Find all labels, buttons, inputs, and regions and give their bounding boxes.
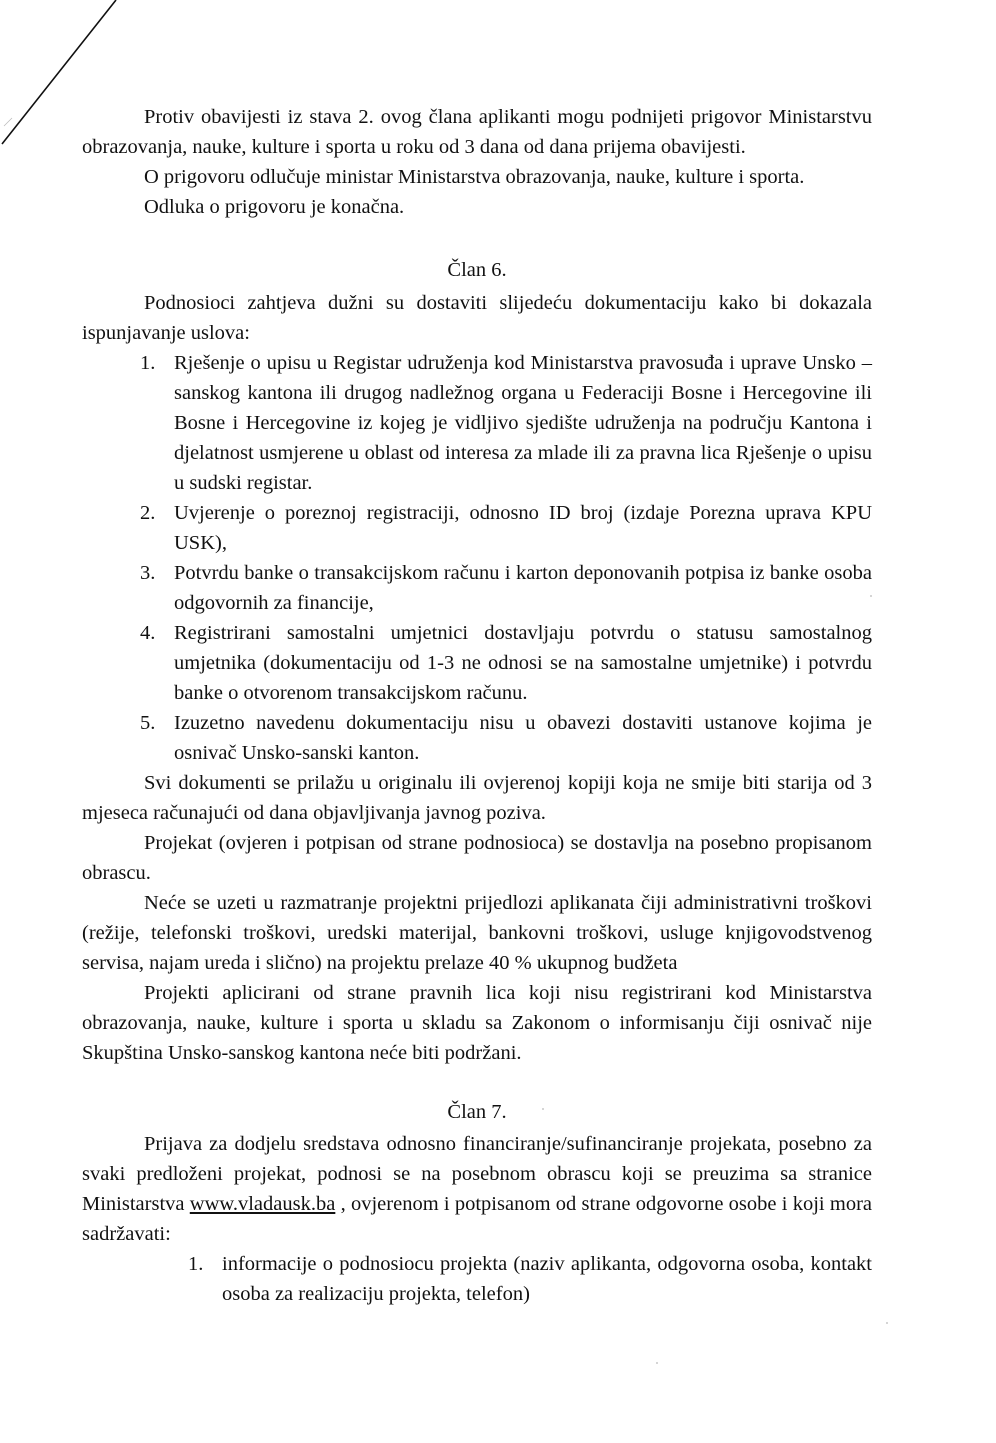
article-7-heading: Član 7. xyxy=(447,1101,507,1123)
paragraph-project-form: Projekat (ovjeren i potpisan od strane podnosioca) se dostavlja na posebno propisanom obrascu. xyxy=(82,832,872,884)
list-item-number: 1. xyxy=(140,352,156,374)
list-item-number: 2. xyxy=(140,502,156,524)
paragraph-legal-entities: Projekti aplicirani od strane pravnih lica koji nisu registrirani kod Ministarstva obrazovanja, nauke, kulture i sporta u skladu sa Zakonom o informisanju čiji osnivač nije Skupština Unsko-sanskog kantona neće biti podržani. xyxy=(82,982,872,1064)
paragraph-text-after-link: , ovjerenom i potpisanom od strane odgovorne osobe i koji mora sadržavati: xyxy=(82,1193,872,1245)
paragraph-minister-decides: O prigovoru odlučuje ministar Ministarstva obrazovanja, nauke, kulture i sporta. xyxy=(144,166,805,188)
list-item-number: 4. xyxy=(140,622,156,644)
list-item xyxy=(82,708,872,768)
ministry-website-link[interactable]: www.vladausk.ba xyxy=(189,1193,336,1215)
article-6-document-list xyxy=(82,348,872,768)
scan-speck xyxy=(656,1362,658,1364)
paragraph-admin-costs: Neće se uzeti u razmatranje projektni prijedlozi aplikanata čiji administrativni troškovi (režije, telefonski troškovi, uredski materijal, bankovni troškovi, usluge knjigovodstvenog servisa, najam ureda i slično) na projektu prelaze 40 % ukupnog budžeta xyxy=(82,892,872,974)
list-item-number: 5. xyxy=(140,712,156,734)
article-7-requirements-list xyxy=(82,1249,872,1309)
paragraph-text-before-link: Prijava za dodjelu sredstava odnosno financiranje/sufinanciranje projekata, posebno za svaki predloženi projekat, podnosi se na posebnom obrascu koji se preuzima sa stranice Ministarstva xyxy=(82,1133,872,1215)
list-item xyxy=(82,1249,872,1309)
article-7-application-paragraph xyxy=(82,1129,872,1249)
list-item xyxy=(82,498,872,558)
paragraph-objection: Protiv obavijesti iz stava 2. ovog člana aplikanti mogu podnijeti prigovor Ministarstvu obrazovanja, nauke, kulture i sporta u roku od 3 dana od dana prijema obavijesti. xyxy=(82,106,872,158)
article-7-section xyxy=(82,1097,872,1309)
article-6-intro: Podnosioci zahtjeva dužni su dostaviti slijedeću dokumentaciju kako bi dokazala ispunjavanje uslova: xyxy=(82,292,872,344)
intro-section xyxy=(82,102,872,222)
list-item-number: 1. xyxy=(188,1253,204,1275)
scan-speck xyxy=(870,595,872,597)
list-item-text: Rješenje o upisu u Registar udruženja kod Ministarstva pravosuđa i uprave Unsko – sanskog kantona ili drugog nadležnog organa u Federaciji Bosne i Hercegovine ili Bosne i Hercegovine iz kojeg je vidljivo sjedište udruženja na području Kantona i djelatnost usmjerene u oblast od interesa za mlade ili za pravna lica Rješenje o upisu u sudski registar. xyxy=(174,352,872,494)
scan-speck xyxy=(886,1322,888,1324)
list-item-text: informacije o podnosiocu projekta (naziv aplikanta, odgovorna osoba, kontakt osoba za realizaciju projekta, telefon) xyxy=(222,1253,872,1305)
article-6-section xyxy=(82,255,872,1068)
list-item xyxy=(82,618,872,708)
list-item-number: 3. xyxy=(140,562,156,584)
scan-speck xyxy=(542,1108,544,1110)
list-item-text: Registrirani samostalni umjetnici dostavljaju potvrdu o statusu samostalnog umjetnika (dokumentaciju od 1-3 ne odnosi se na samostalne umjetnike) i potvrdu banke o otvorenom transakcijskom računu. xyxy=(174,622,872,704)
list-item xyxy=(82,348,872,498)
list-item xyxy=(82,558,872,618)
list-item-text: Potvrdu banke o transakcijskom računu i karton deponovanih potpisa iz banke osoba odgovornih za financije, xyxy=(174,562,872,614)
list-item-text: Uvjerenje o poreznoj registraciji, odnosno ID broj (izdaje Porezna uprava KPU USK), xyxy=(174,502,872,554)
paragraph-decision-final: Odluka o prigovoru je konačna. xyxy=(144,196,405,218)
article-6-heading: Član 6. xyxy=(447,259,507,281)
paragraph-documents-validity: Svi dokumenti se prilažu u originalu ili ovjerenoj kopiji koja ne smije biti starija od 3 mjeseca računajući od dana objavljivanja javnog poziva. xyxy=(82,772,872,824)
list-item-text: Izuzetno navedenu dokumentaciju nisu u obavezi dostaviti ustanove kojima je osnivač Unsko-sanski kanton. xyxy=(174,712,872,764)
